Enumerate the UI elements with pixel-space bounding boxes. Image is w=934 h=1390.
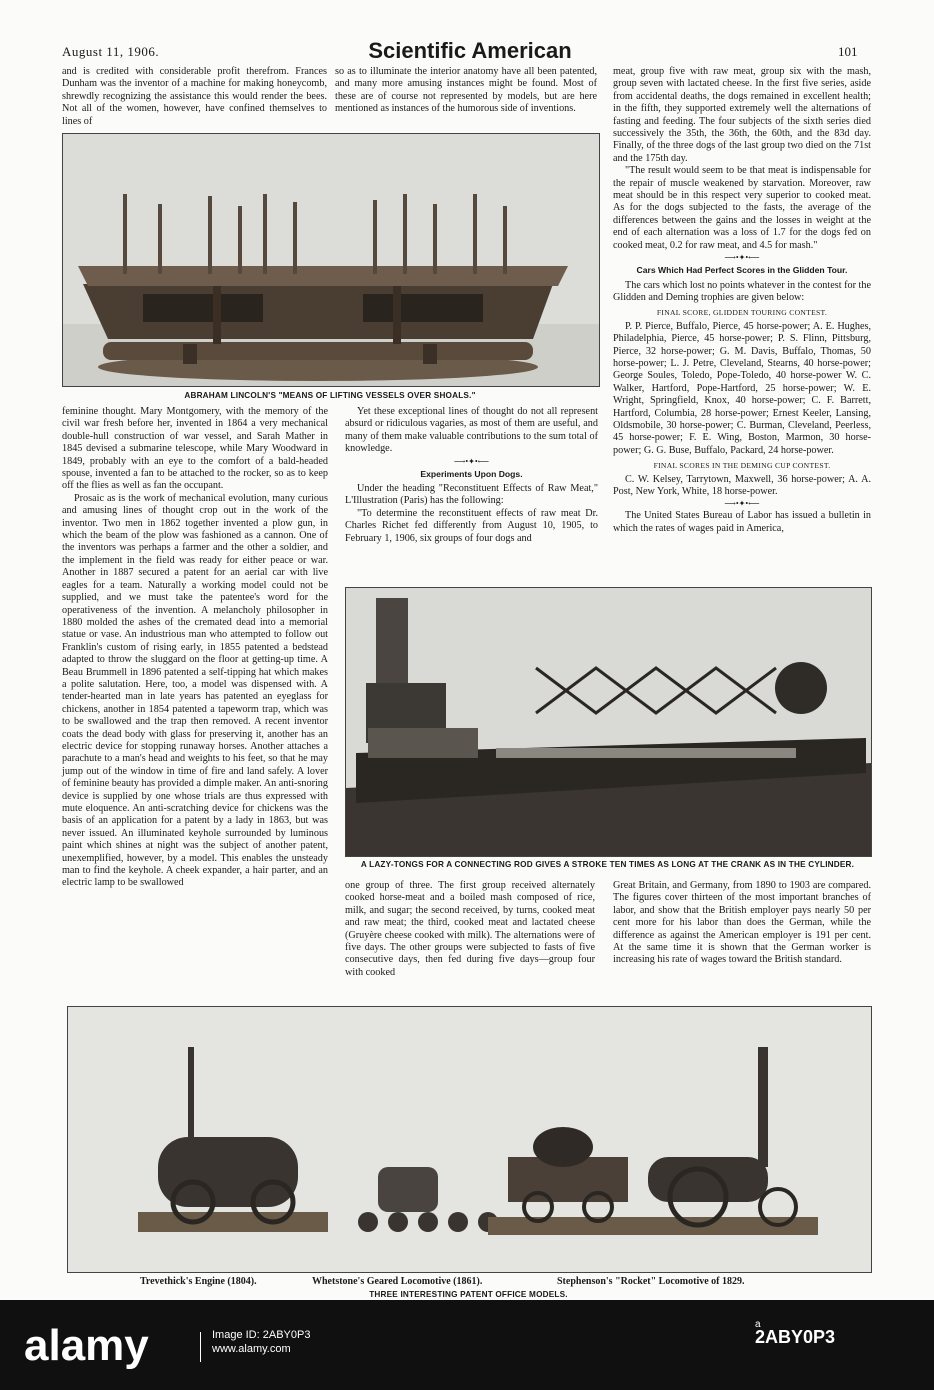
locomotives-illustration [68, 1007, 871, 1272]
section-divider: ⟶•✦•⟵ [453, 456, 490, 466]
paragraph: The cars which lost no points whatever in the contest for the Glidden and Deming trophies are given below: [613, 279, 871, 303]
paragraph: "The result would seem to be that meat is indispensable for the repair of muscle weakened by starvation. Moreover, raw meat should be in this respect very superior to cooked meat. As for the dogs subjected to the fasts, the average of the differences between the gains and the losses in weight at the end of each alternation was a loss of 1.7 for the dogs fed on cooked meat, 0.2 for raw meat, and 4.5 for mash." [613, 165, 871, 251]
paragraph: Yet these exceptional lines of thought do not all represent absurd or ridiculous vagaries, as most of them are useful, and many of them make valuable contributions to the sum total of knowledge. [345, 406, 598, 455]
paragraph: Great Britain, and Germany, from 1890 to 1903 are compared. The figures cover thirteen of the most important branches of labor, and show that the British employer pays nearly 50 per cent more for his labor than does the German, while the difference as against the American employer is 191 per cent. At the same time it is shown that the German worker is increasing his rate of wages toward the British standard. [613, 880, 871, 966]
lincoln-caption: ABRAHAM LINCOLN'S "MEANS OF LIFTING VESSELS OVER SHOALS." [184, 391, 476, 400]
lower-middle-column [345, 880, 595, 990]
section-heading: Cars Which Had Perfect Scores in the Glidden Tour. [636, 265, 848, 276]
paragraph: and is credited with considerable profit therefrom. Frances Dunham was the inventor of a machine for making honeycomb, shrewdly recognizing the assistance this would render the bees. Not all of the women, however, have confined themselves to lines of [62, 66, 327, 127]
middle-column [345, 406, 598, 576]
banner-info [212, 1328, 310, 1356]
section-divider: ⟶•✦•⟵ [724, 253, 760, 263]
issue-date: August 11, 1906. [62, 44, 160, 59]
site-url[interactable]: www.alamy.com [212, 1343, 291, 1355]
lazy-tongs-caption: A LAZY-TONGS FOR A CONNECTING ROD GIVES A STROKE TEN TIMES AS LONG AT THE CRANK AS IN THE CYLINDER. [360, 860, 855, 869]
alamy-logo [20, 1318, 190, 1374]
paragraph: C. W. Kelsey, Tarrytown, Maxwell, 36 horse-power; A. A. Post, New York, White, 18 horse-power. [613, 473, 871, 497]
lower-right-column [613, 880, 871, 990]
paragraph: Prosaic as is the work of mechanical evolution, many curious and amusing lines of thought crop out in the work of the inventor. Two men in 1862 together invented a plow gun, in which the beam of the plow was fashioned as a cannon. One of the inventors was perhaps a farmer and the other a soldier, and the implement in the field was ready for either peace or war. Another in 1887 secured a patent for an aerial car with live eagles for a team. Naturally a working model could not be supplied, and we must take the patentee's word for the operativeness of the invention. A melancholy philosopher in 1880 molded the ashes of the cremated dead into a memorial statue or vase. An industrious man who attempted to follow out Franklin's custom of rising early, in 1855 patented a bedstead adapted to throw the sluggard on the floor at getting-up time. A Beau Brummell in 1896 patented a self-tipping hat which makes a polite salutation. Here, too, a model was dispensed with. A tender-hearted man in late years has patented an eyeglass for chickens, another in 1854 patented a tapeworm trap, which was to be swallowed and the trap then removed. A recent inventor coats the dead body with glass for preserving it, another has an electric device for stopping runaway horses. Another attaches a parachute to a man's head and weights to his feet, so that he may jump out of the window in time of fire and land safely. A lover of feminine beauty has provided a dimple maker. An anti-snoring device is supplied by one whose trials are thus expressed with mute eloquence. An anti-scratching device for chickens was the basis of an application for a patent by a lady in 1863, but was never issued. An illuminated keyhole surrounded by luminous paint which shines at night was the subject of another patent, unexemplified, however, by a model. This enables the unsteady man to find the keyhole. A cheek expander, a hair parter, and an electric lamp to be swallowed [62, 492, 328, 889]
paragraph: so as to illuminate the interior anatomy have all been patented, and many more amusing instances might be found. Most of these are of course not represented by models, but are here mentioned as instances of the humorous side of inventions. [335, 66, 597, 115]
stephenson-caption: Stephenson's "Rocket" Locomotive of 1829. [557, 1276, 745, 1287]
locomotives-main-caption: THREE INTERESTING PATENT OFFICE MODELS. [369, 1290, 568, 1299]
ref-value: 2ABY0P3 [755, 1327, 836, 1347]
paragraph: one group of three. The first group received alternately cooked horse-meat and a boiled mash composed of rice, milk, and sugar; the second received, by turns, cooked meat and raw meat; the third, cooked meat and lactated cheese (Gruyère cheese cooked with milk). The alternations were of five days. The other groups were subjected to fasts of five consecutive days, then fed during five days—group four with cooked [345, 880, 595, 978]
lincoln-boat-photo [62, 133, 600, 387]
ref-label: a [755, 1319, 761, 1330]
locomotives-photo [67, 1006, 872, 1273]
section-divider: ⟶•✦•⟵ [724, 499, 760, 509]
paragraph: P. P. Pierce, Buffalo, Pierce, 45 horse-power; A. E. Hughes, Philadelphia, Pierce, 45 horse-power; P. S. Flinn, Pittsburg, Pierce, 32 horse-power; G. M. Davis, Buffalo, Thomas, 50 horse-power; L. J. Petre, Cleveland, Stearns, 40 horse-power; George Soules, Toledo, Pope-Toledo, 40 horse-power W. C. Walker, Hartford, Pope-Hartford, 25 horse-power; W. E. Wright, Springfield, Knox, 40 horse-power; C. F. Barrett, Hartford, Columbia, 28 horse-power; Ernest Keeler, Lansing, Oldsmobile, 30 horse-power; C. Burman, Cleveland, Peerless, 45 horse-power; F. E. Wing, Boston, Marmon, 30 horse-power; G. G. Buse, Buffalo, Packard, 24 horse-power. [613, 320, 871, 456]
lazy-tongs-photo [345, 587, 872, 857]
paragraph: "To determine the reconstituent effects of raw meat Dr. Charles Richet fed differently from August 10, 1905, to February 1, 1906, six groups of four dogs and [345, 507, 598, 544]
paragraph: Under the heading "Reconstituent Effects of Raw Meat," L'Illustration (Paris) has the following: [345, 483, 598, 507]
section-heading: Experiments Upon Dogs. [420, 468, 523, 479]
paragraph: meat, group five with raw meat, group six with the mash, group seven with lactated cheese. In the first five series, aside from accidental deaths, the dogs remained in excellent health; in the fifth, they supported extremely well the alternations of fasting and feeding. The four subjects of the sixth series died successively the 35th, the 36th, the 60th, and the 83d day. Finally, of the three dogs of the last group two died on the 71st and the 175th day. [613, 66, 871, 164]
page-number: 101 [838, 44, 858, 59]
whetstone-caption: Whetstone's Geared Locomotive (1861). [312, 1276, 483, 1287]
masthead-title: Scientific American [368, 38, 572, 63]
right-column [613, 66, 871, 578]
lazy-tongs-illustration [346, 588, 871, 856]
top-middle-column [335, 66, 597, 128]
paragraph: feminine thought. Mary Montgomery, with the memory of the civil war fresh before her, invented in 1864 a very mechanical double-hull construction of war vessel, and Sarah Mather in 1845 devised a submarine telescope, while Mary Woodward in 1849, probably with an eye to the comfort of a bald-headed spouse, invented a fan to be attached to the rocker, so as to keep off the flies as well as fan the occupant. [62, 406, 328, 492]
banner-reference [755, 1318, 836, 1347]
trevethick-caption: Trevethick's Engine (1804). [140, 1276, 257, 1287]
svg-text:alamy: alamy [24, 1321, 149, 1370]
subheading: FINAL SCORES IN THE DEMING CUP CONTEST. [653, 461, 831, 471]
lincoln-boat-illustration [63, 134, 599, 386]
subheading: FINAL SCORE, GLIDDEN TOURING CONTEST. [656, 308, 828, 318]
paragraph: The United States Bureau of Labor has issued a bulletin in which the rates of wages paid in America, [613, 510, 871, 534]
banner-divider [200, 1332, 201, 1362]
left-column [62, 406, 328, 889]
image-id-text: Image ID: 2ABY0P3 [212, 1329, 311, 1341]
top-left-column [62, 66, 327, 128]
